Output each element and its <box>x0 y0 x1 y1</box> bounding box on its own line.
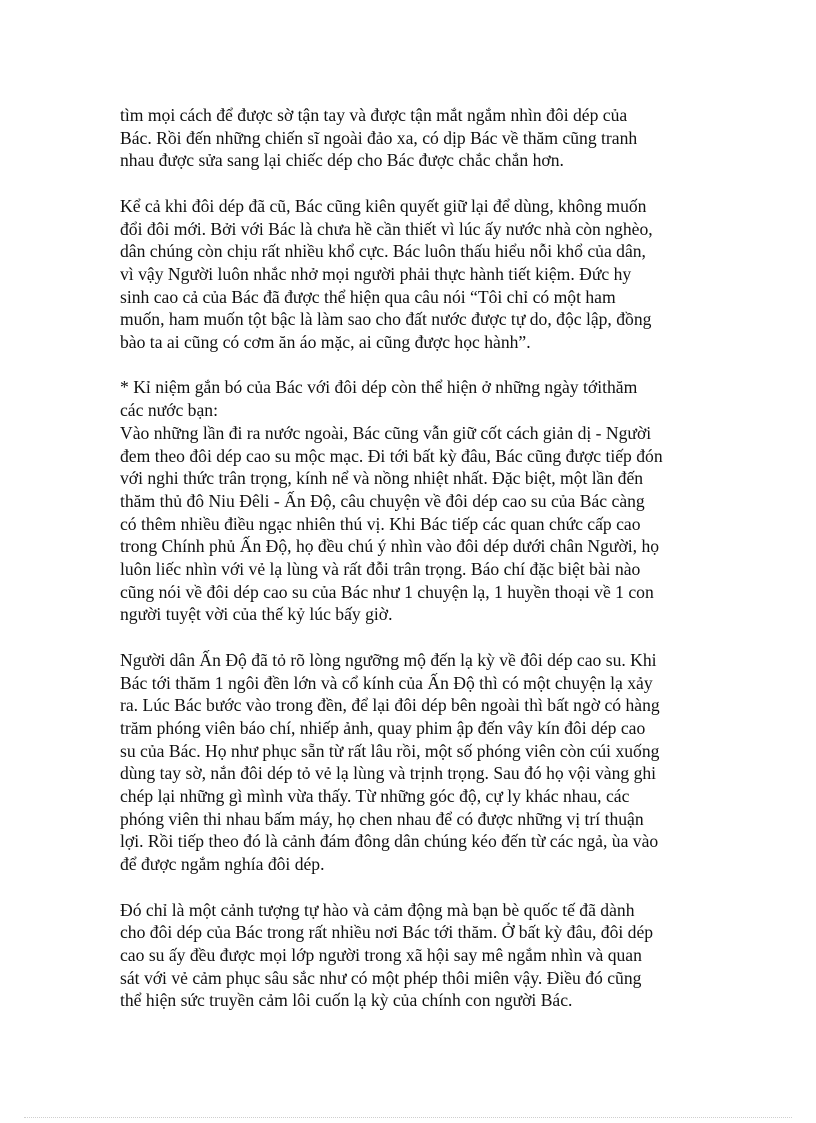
text-line: cao su ấy đều được mọi lớp người trong xã hội say mê ngắm nhìn và quan <box>120 944 642 965</box>
text-line: Người dân Ấn Độ đã tỏ rõ lòng ngưỡng mộ đến lạ kỳ về đôi dép cao su. Khi <box>120 649 657 670</box>
text-line: dân chúng còn chịu rất nhiều khổ cực. Bác luôn thấu hiểu nỗi khổ của dân, <box>120 241 646 262</box>
text-line: nhau được sửa sang lại chiếc dép cho Bác được chắc chắn hơn. <box>120 150 564 171</box>
text-line: ra. Lúc Bác bước vào trong đền, để lại đôi dép bên ngoài thì bất ngờ có hàng <box>120 695 660 716</box>
paragraph-spacer <box>120 626 700 649</box>
text-line: * Kỉ niệm gắn bó của Bác với đôi dép còn thể hiện ở những ngày tớithăm <box>120 377 638 398</box>
text-line: với nghi thức trân trọng, kính nể và nồng nhiệt nhất. Đặc biệt, một lần đến <box>120 468 644 489</box>
text-line: chép lại những gì mình vừa thấy. Từ những góc độ, cự ly khác nhau, các <box>120 786 630 807</box>
text-line: Vào những lần đi ra nước ngoài, Bác cũng vẫn giữ cốt cách giản dị - Người <box>120 422 652 443</box>
page-bottom-divider <box>24 1117 792 1118</box>
text-line: thể hiện sức truyền cảm lôi cuốn lạ kỳ của chính con người Bác. <box>120 990 573 1011</box>
paragraph-4 <box>120 649 700 876</box>
paragraph-5 <box>120 899 700 1013</box>
text-line: có thêm nhiều điều ngạc nhiên thú vị. Khi Bác tiếp các quan chức cấp cao <box>120 513 641 534</box>
text-line: Bác. Rồi đến những chiến sĩ ngoài đảo xa, có dịp Bác về thăm cũng tranh <box>120 127 638 148</box>
text-line: cũng nói về đôi dép cao su của Bác như 1 chuyện lạ, 1 huyền thoại về 1 con <box>120 581 654 602</box>
paragraph-1 <box>120 104 700 172</box>
text-line: để được ngắm nghía đôi dép. <box>120 854 325 875</box>
text-line: đổi đôi mới. Bởi với Bác là chưa hề cần thiết vì lúc ấy nước nhà còn nghèo, <box>120 218 653 239</box>
text-line: Kể cả khi đôi dép đã cũ, Bác cũng kiên quyết giữ lại để dùng, không muốn <box>120 195 647 216</box>
text-line: người tuyệt vời của thế kỷ lúc bấy giờ. <box>120 604 393 625</box>
paragraph-spacer <box>120 354 700 377</box>
text-line: các nước bạn: <box>120 400 218 421</box>
text-line: vì vậy Người luôn nhắc nhở mọi người phải thực hành tiết kiệm. Đức hy <box>120 263 632 284</box>
text-line: bào ta ai cũng có cơm ăn áo mặc, ai cũng được học hành”. <box>120 332 531 353</box>
text-line: cho đôi dép của Bác trong rất nhiều nơi Bác tới thăm. Ở bất kỳ đâu, đôi dép <box>120 922 654 943</box>
text-line: muốn, ham muốn tột bậc là làm sao cho đất nước được tự do, độc lập, đồng <box>120 309 652 330</box>
text-line: thăm thủ đô Niu Đêli - Ấn Độ, câu chuyện về đôi dép cao su của Bác càng <box>120 490 645 511</box>
text-line: trăm phóng viên báo chí, nhiếp ảnh, quay phim ập đến vây kín đôi dép cao <box>120 717 646 738</box>
paragraph-3 <box>120 376 700 626</box>
text-line: trong Chính phủ Ấn Độ, họ đều chú ý nhìn vào đôi dép dưới chân Người, họ <box>120 536 660 557</box>
text-line: tìm mọi cách để được sờ tận tay và được tận mắt ngắm nhìn đôi dép của <box>120 105 628 125</box>
paragraph-spacer <box>120 876 700 899</box>
paragraph-spacer <box>120 172 700 195</box>
text-line: sinh cao cả của Bác đã được thể hiện qua câu nói “Tôi chỉ có một ham <box>120 286 616 307</box>
text-line: phóng viên thi nhau bấm máy, họ chen nhau để có được những vị trí thuận <box>120 808 644 829</box>
text-line: su của Bác. Họ như phục sẵn từ rất lâu rồi, một số phóng viên còn cúi xuống <box>120 740 660 761</box>
text-line: Bác tới thăm 1 ngôi đền lớn và cổ kính của Ấn Độ thì có một chuyện lạ xảy <box>120 672 653 693</box>
text-line: Đó chỉ là một cảnh tượng tự hào và cảm động mà bạn bè quốc tế đã dành <box>120 899 635 920</box>
paragraph-2 <box>120 195 700 354</box>
text-line: dùng tay sờ, nắn đôi dép tỏ vẻ lạ lùng và trịnh trọng. Sau đó họ vội vàng ghi <box>120 763 657 784</box>
document-body <box>120 104 700 1012</box>
text-line: lợi. Rồi tiếp theo đó là cảnh đám đông dân chúng kéo đến từ các ngả, ùa vào <box>120 831 659 852</box>
text-line: luôn liếc nhìn với vẻ lạ lùng và rất đỗi trân trọng. Báo chí đặc biệt bài nào <box>120 559 641 580</box>
text-line: sát với vẻ cảm phục sâu sắc như có một phép thôi miên vậy. Điều đó cũng <box>120 967 642 988</box>
text-line: đem theo đôi dép cao su mộc mạc. Đi tới bất kỳ đâu, Bác cũng được tiếp đón <box>120 445 663 466</box>
